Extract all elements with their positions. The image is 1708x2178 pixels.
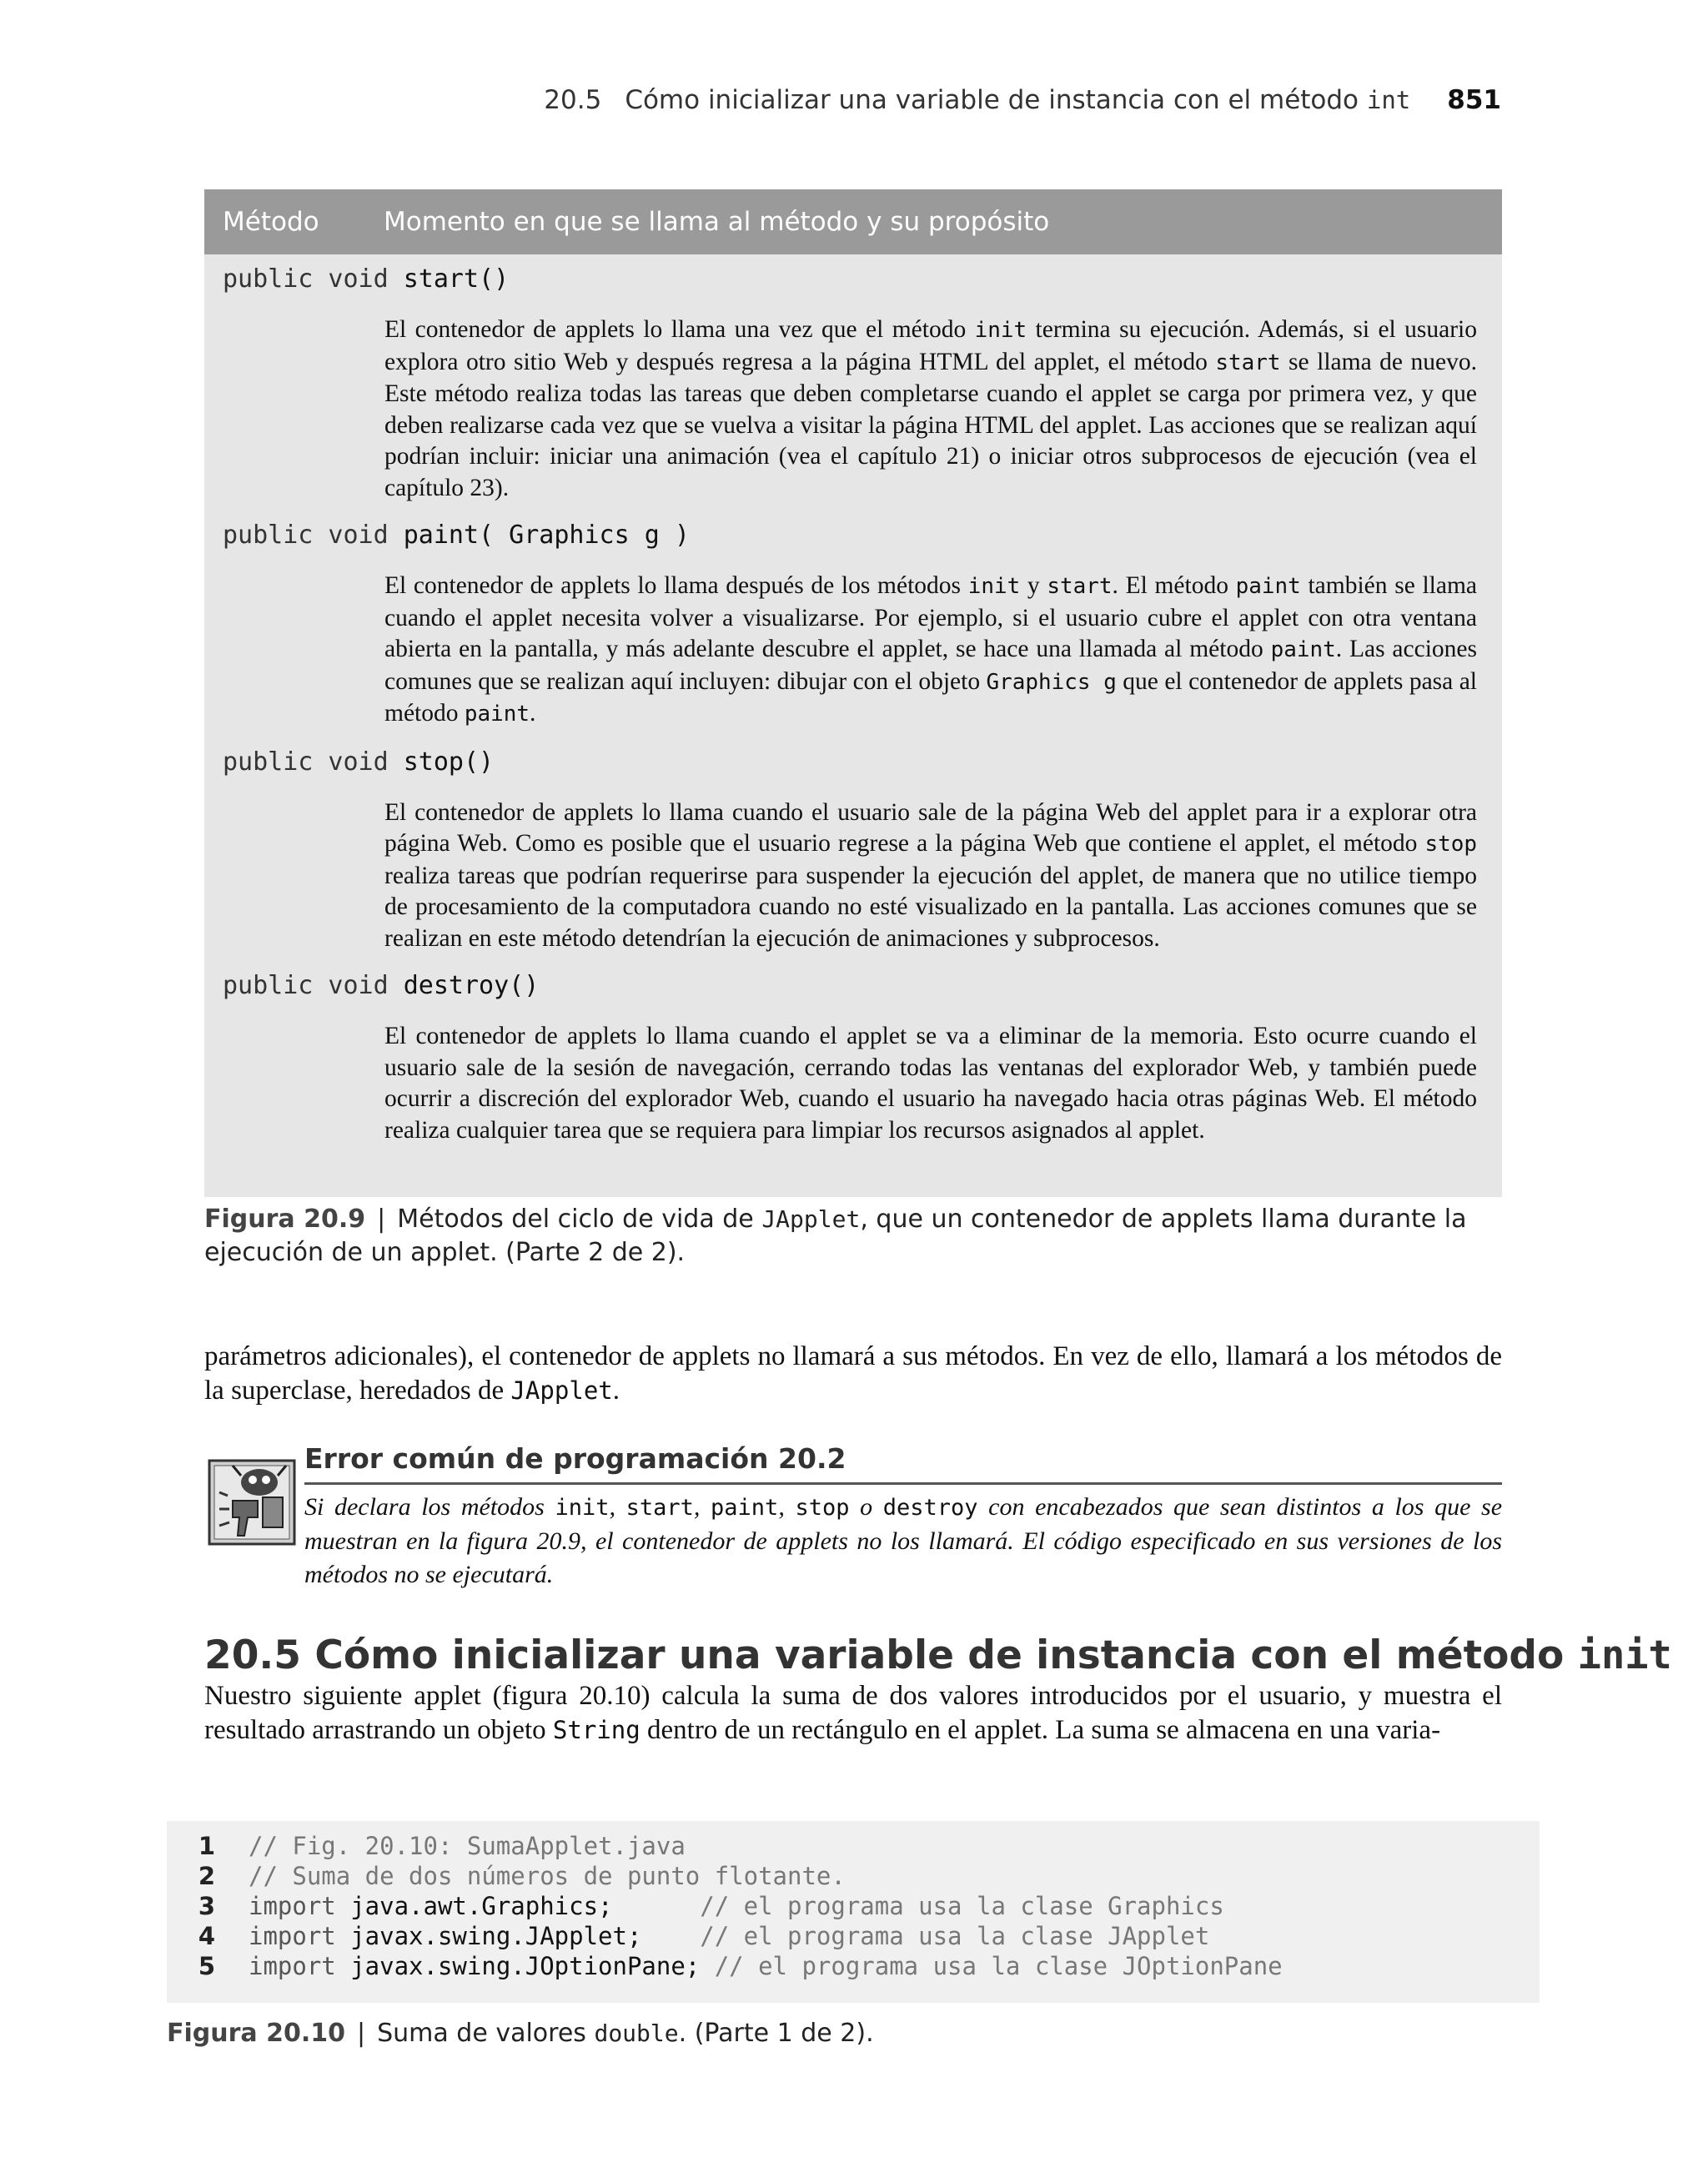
code-keyword: import (249, 1892, 351, 1920)
inline-code: stop (1424, 832, 1477, 857)
code-comment: // el programa usa la clase Graphics (700, 1892, 1224, 1920)
caption-text: Métodos del ciclo de vida de (397, 1205, 762, 1234)
code-keyword: import (249, 1922, 351, 1950)
table-header (204, 189, 1502, 254)
code-line (167, 1921, 1209, 1951)
common-error-title: Error común de programación 20.2 (304, 1442, 846, 1475)
text-run: , (693, 1493, 711, 1521)
inline-code: start (1215, 350, 1281, 375)
code-comment: // el programa usa la clase JOptionPane (700, 1952, 1283, 1980)
caption-code: JApplet (761, 1205, 861, 1233)
signature-prefix: public void (223, 521, 404, 550)
method-row-stop (204, 747, 1502, 955)
text-run: . (612, 1376, 620, 1406)
code-line (167, 1831, 686, 1861)
caption-text-after: . (Parte 1 de 2). (678, 2019, 874, 2048)
text-run: El contenedor de applets lo llama cuando el applet se va a eliminar de la memoria. Esto ocurre cuando el usuario sale de la sesión de navegación, cerrando todas las ventanas del explorador Web, y también puede ocurrir a discreción del explorador Web, cuando el usuario ha navegado hacia otras páginas Web. El método realiza cualquier tarea que se requiera para limpiar los recursos asignados al applet. (384, 1023, 1477, 1144)
table-header-method: Método (223, 207, 319, 237)
text-run: también se llama cuando el applet necesita volver a visualizarse. Por ejemplo, si el usuario cubre el applet con otra ventana abierta en la pantalla, y más adelante descubre el applet, se hace una llamada al método (384, 572, 1477, 662)
code-identifier: java.awt.Graphics; (350, 1892, 701, 1920)
caption-code: double (594, 2020, 679, 2047)
text-run: Si declara los métodos (304, 1493, 555, 1521)
signature-name: destroy() (403, 971, 540, 1000)
text-run: parámetros adicionales), el contenedor de applets no llamará a sus métodos. En vez de ello, llamará a los métodos de la superclase, heredados de (204, 1341, 1502, 1406)
inline-code: stop (795, 1495, 850, 1521)
running-header (0, 85, 1501, 115)
code-comment: // Fig. 20.10: SumaApplet.java (249, 1832, 686, 1860)
signature-name: start() (403, 264, 510, 294)
line-number: 1 (198, 1832, 215, 1860)
text-run: . Las acciones comunes que se realizan aquí incluyen: dibujar con el objeto (384, 636, 1477, 695)
figure-label: Figura 20.9 (204, 1205, 366, 1234)
code-line (167, 1861, 846, 1891)
signature-name: stop() (403, 747, 495, 777)
text-run: El contenedor de applets lo llama después de los métodos (384, 572, 968, 599)
method-description (384, 1021, 1477, 1146)
text-run: que el contenedor de applets pasa al método (384, 667, 1477, 727)
header-section-number: 20.5 (544, 85, 602, 115)
bug-thumbs-down-icon (208, 1459, 296, 1546)
divider (304, 1482, 1502, 1485)
text-run: El contenedor de applets lo llama una vez que el método (384, 316, 975, 343)
signature-prefix: public void (223, 747, 404, 777)
signature-name: paint( Graphics g ) (403, 521, 690, 550)
common-error-box (204, 1439, 1502, 1597)
text-run: dentro de un rectángulo en el applet. La suma se almacena en una varia- (640, 1715, 1441, 1745)
line-number: 4 (198, 1922, 215, 1950)
code-line (167, 1951, 1283, 1981)
caption-text-after: , que un contenedor de applets llama durante la ejecución de un applet. (Parte 2 de 2). (204, 1205, 1467, 1267)
caption-separator: | (377, 1205, 386, 1234)
body-paragraph (204, 1679, 1502, 1748)
text-run: El contenedor de applets lo llama cuando el usuario sale de la página Web del applet para ir a explorar otra página Web. Como es posible que el usuario regrese a la página Web que contiene el applet, el método (384, 798, 1477, 857)
code-line (167, 1891, 1224, 1921)
body-paragraph (204, 1340, 1502, 1408)
caption-separator: | (356, 2019, 366, 2048)
table-header-purpose: Momento en que se llama al método y su propósito (384, 207, 1050, 237)
method-description (384, 797, 1477, 955)
inline-code: JApplet (510, 1376, 613, 1405)
text-run: termina su ejecución. Además, si el usuario explora otro sitio Web y después regresa a la página HTML del applet, el método (384, 316, 1477, 375)
caption-text: Suma de valores (377, 2019, 595, 2048)
inline-code: paint (711, 1495, 779, 1521)
code-keyword: import (249, 1952, 351, 1980)
inline-code: paint (464, 702, 530, 727)
figure-label: Figura 20.10 (167, 2019, 345, 2048)
signature-prefix: public void (223, 264, 404, 294)
inline-code: destroy (882, 1495, 978, 1521)
section-heading (204, 1632, 1672, 1678)
method-signature (204, 264, 1502, 294)
header-title: Cómo inicializar una variable de instancia con el método (625, 85, 1359, 115)
code-comment: // Suma de dos números de punto flotante. (249, 1862, 846, 1890)
text-run: . El método (1112, 572, 1236, 599)
inline-code: init (974, 318, 1027, 343)
code-identifier: javax.swing.JApplet; (350, 1922, 701, 1950)
inline-code: start (1047, 574, 1113, 599)
section-title: Cómo inicializar una variable de instancia con el método (314, 1632, 1565, 1678)
method-row-start (204, 264, 1502, 504)
line-number: 5 (198, 1952, 215, 1980)
text-run: , (609, 1493, 626, 1521)
text-run: con encabezados que sean distintos a los que se muestran en la figura 20.9, el contenedor de applets no los llamará. El código especificado en sus versiones de los métodos no se ejecutará. (304, 1493, 1503, 1588)
method-signature (204, 747, 1502, 777)
methods-table (204, 189, 1502, 1197)
text-run: o (849, 1493, 883, 1521)
signature-prefix: public void (223, 971, 404, 1000)
common-error-text (304, 1491, 1502, 1592)
method-description (384, 314, 1477, 504)
code-identifier: javax.swing.JOptionPane; (350, 1952, 701, 1980)
inline-code: paint (1235, 574, 1301, 599)
text-run: se llama de nuevo. Este método realiza todas las tareas que deben completarse cuando el applet se carga por primera vez, y que deben realizarse cada vez que se vuelva a visitar la página HTML del applet. Las acciones que se realizan aquí podrían incluir: iniciar una animación (vea el capítulo 21) o iniciar otros subprocesos de ejecución (vea el capítulo 23). (384, 348, 1478, 501)
text-run: , (778, 1493, 796, 1521)
section-title-code: init (1577, 1632, 1672, 1678)
text-run: realiza tareas que podrían requerirse para suspender la ejecución del applet, de manera que no utilice tiempo de procesamiento de la computadora cuando no esté visualizado en la pantalla. Las acciones comunes que se realizan en este método detendrían la ejecución de animaciones y subprocesos. (384, 862, 1477, 952)
inline-code: init (555, 1495, 610, 1521)
method-row-destroy (204, 971, 1502, 1146)
method-signature (204, 971, 1502, 1001)
figure-20-9-caption (204, 1203, 1502, 1270)
text-run: y (1020, 572, 1047, 599)
header-title-code: int (1366, 86, 1411, 114)
inline-code: init (967, 574, 1021, 599)
text-run: Nuestro siguiente applet (figura 20.10) calcula la suma de dos valores introducidos por el usuario, y muestra el resultado arrastrando un objeto (204, 1681, 1502, 1745)
inline-code: start (625, 1495, 694, 1521)
page-number: 851 (1447, 85, 1501, 115)
method-description (384, 571, 1477, 731)
line-number: 2 (198, 1862, 215, 1890)
code-comment: // el programa usa la clase JApplet (700, 1922, 1210, 1950)
inline-code: Graphics g (986, 669, 1117, 695)
code-listing (167, 1821, 1540, 2003)
inline-code: String (552, 1716, 640, 1744)
line-number: 3 (198, 1892, 215, 1920)
inline-code: paint (1270, 637, 1336, 662)
figure-20-10-caption (167, 2017, 1540, 2050)
method-signature (204, 521, 1502, 551)
text-run: . (530, 700, 536, 727)
method-row-paint (204, 521, 1502, 731)
section-number: 20.5 (204, 1632, 301, 1678)
